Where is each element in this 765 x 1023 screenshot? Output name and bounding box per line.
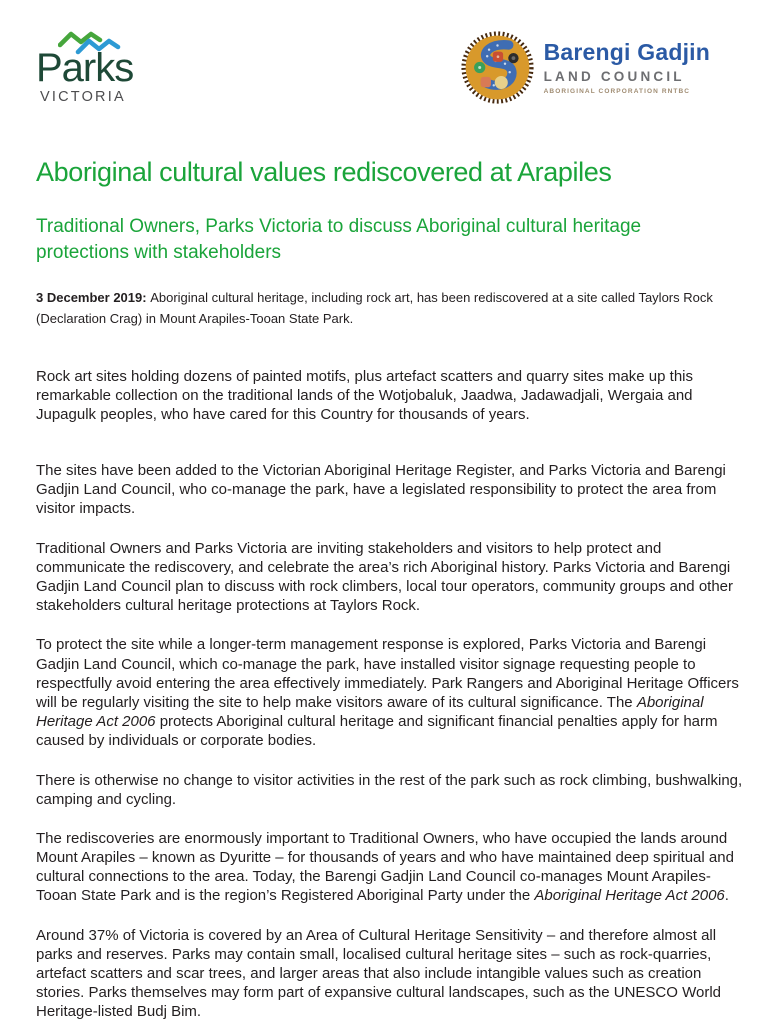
article xyxy=(36,157,743,1022)
text-run: To protect the site while a longer-term management response is explored, Parks Victoria and Barengi Gadjin Land Council, which co-manage the park, have installed visitor signage requesting people to respectfully avoid entering the area effectively immediately. Park Rangers and Aboriginal Heritage Officers will be regularly visiting the site to help make visitors aware of its cultural significance. The xyxy=(36,636,739,711)
text-run: Aboriginal Heritage Act 2006 xyxy=(534,887,725,905)
barengi-gadjin-logo xyxy=(460,30,710,105)
paragraph xyxy=(36,635,743,750)
text-run: The rediscoveries are enormously important to Traditional Owners, who have occupied the lands around Mount Arapiles – known as Dyuritte – for thousands of years and who have maintained deep spiritual and cultural connections to the area. Today, the Barengi Gadjin Land Council co-manages Mount Arapiles-Tooan State Park and is the region’s Registered Aboriginal Party under the xyxy=(36,829,734,905)
article-subtitle: Traditional Owners, Parks Victoria to discuss Aboriginal cultural heritage protections with stakeholders xyxy=(36,216,642,264)
text-run: . xyxy=(724,887,729,905)
text-run: Rock art sites holding dozens of painted motifs, plus artefact scatters and quarry sites make up this remarkable collection on the traditional lands of the Wotjobaluk, Jaadwa, Jadawadjali, Wergaia and Jupagulk peoples, who have cared for this Country for thousands of years. xyxy=(36,367,693,423)
parks-victoria-logo xyxy=(36,30,148,105)
text-run: Traditional Owners and Parks Victoria are inviting stakeholders and visitors to help protect and communicate the rediscovery, and celebrate the area’s rich Aboriginal history. Parks Victoria and Barengi Gadjin Land Council plan to discuss with rock climbers, local tour operators, community groups and other stakeholders cultural heritage protections at Taylors Rock. xyxy=(36,539,734,615)
text-run: The sites have been added to the Victorian Aboriginal Heritage Register, and Parks Victoria and Barengi Gadjin Land Council, who co-manage the park, have a legislated responsibility to protect the area from visitor impacts. xyxy=(36,462,726,518)
header xyxy=(36,30,743,110)
text-run: Around 37% of Victoria is covered by an Area of Cultural Heritage Sensitivity – and therefore almost all parks and reserves. Parks may contain small, localised cultural heritage sites – such as rock-quarries, artefact scatters and scar trees, and larger areas that also include intangible values such as creation stories. Parks themselves may form part of expansive cultural landscapes, such as the UNESCO World Heritage-listed Budj Bim. xyxy=(36,926,721,1021)
victoria-wordmark: VICTORIA xyxy=(40,89,126,105)
bglc-wordmark xyxy=(544,41,710,95)
bglc-tagline: ABORIGINAL CORPORATION RNTBC xyxy=(543,87,691,95)
parks-wordmark: Parks xyxy=(36,46,134,90)
dateline-paragraph xyxy=(36,287,743,329)
paragraph xyxy=(36,539,743,616)
text-run: protects Aboriginal cultural heritage and significant financial penalties apply for harm caused by individuals or corporate bodies. xyxy=(36,713,718,750)
page-title: Aboriginal cultural values rediscovered at Arapiles xyxy=(36,157,612,187)
text-run: 3 December 2019: xyxy=(36,290,151,306)
paragraph xyxy=(36,926,743,1022)
bglc-subtitle: LAND COUNCIL xyxy=(543,69,685,84)
text-run: Aboriginal Heritage Act 2006 xyxy=(36,693,704,731)
paragraph xyxy=(36,771,743,809)
paragraph xyxy=(36,367,743,425)
article-body xyxy=(36,367,743,1022)
text-run: Aboriginal cultural heritage, including rock art, has been rediscovered at a site called Taylors Rock (Declaration Crag) in Mount Arapiles-Tooan State Park. xyxy=(36,290,713,327)
bglc-title: Barengi Gadjin xyxy=(543,39,710,65)
paragraph xyxy=(36,829,743,906)
bglc-circle-emblem-icon xyxy=(460,30,535,105)
text-run: There is otherwise no change to visitor activities in the rest of the park such as rock climbing, bushwalking, camping and cycling. xyxy=(36,771,743,808)
paragraph xyxy=(36,461,743,519)
